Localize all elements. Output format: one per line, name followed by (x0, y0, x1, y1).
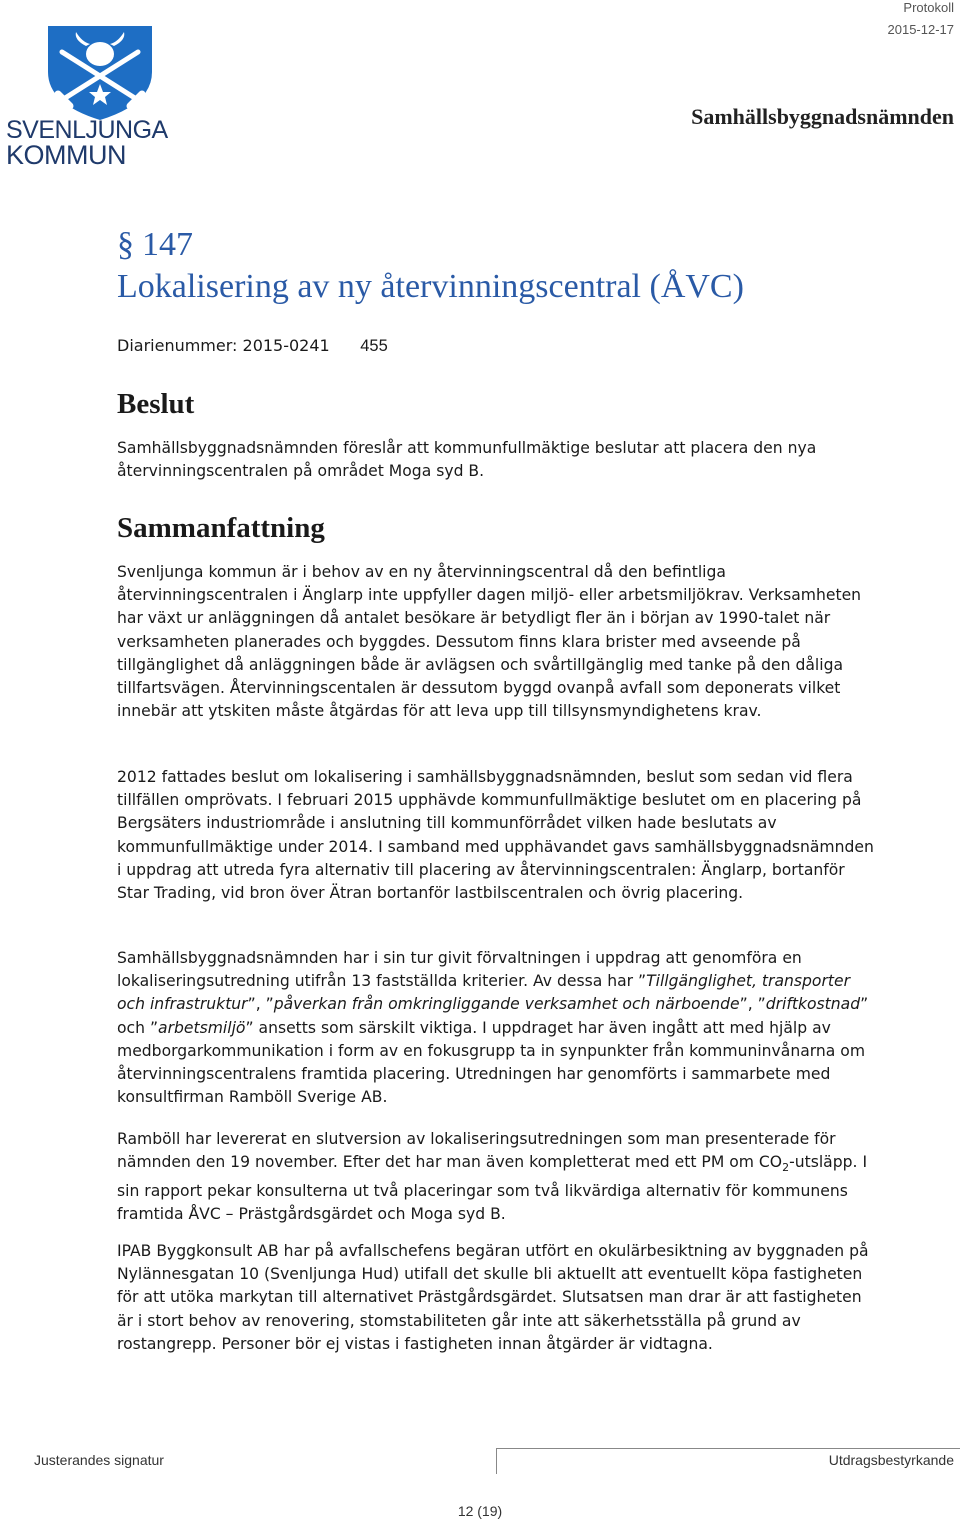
p4-subscript: 2 (782, 1161, 790, 1175)
section-number (117, 226, 193, 264)
page-number: 12 (19) (457, 1503, 503, 1519)
footer-signature-box (496, 1448, 497, 1474)
p3-criterion-3: driftkostnad (765, 995, 861, 1014)
summary-paragraph-5 (117, 1240, 877, 1356)
p4-text-b: -utsläpp. I sin rapport pekar konsulterna ut två placeringar som två likvärdiga alternativ för kommunens framtida ÅVC – Prästgårdsgärdet och Moga syd B. (117, 1153, 868, 1223)
p3-criterion-4: arbetsmiljö (158, 1018, 246, 1037)
beslut-paragraph: Samhällsbyggnadsnämnden föreslår att kommunfullmäktige beslutar att placera den nya återvinningscentralen på området Moga syd B. (117, 439, 817, 481)
section-title: Lokalisering av ny återvinningscentral (ÅVC) (117, 268, 744, 305)
p3-text-c: ”, ” (739, 995, 766, 1014)
paragraph-symbol: § (117, 226, 134, 263)
summary-paragraph-1 (117, 561, 877, 723)
p4-text-a: Ramböll har levererat en slutversion av lokaliseringsutredningen som man presenterade för nämnden den 19 november. Efter det har man även kompletterat med ett PM om CO (117, 1130, 836, 1172)
p3-text-b: ”, ” (247, 995, 274, 1014)
logo-line-1: SVENLJUNGA (6, 116, 168, 144)
diarie-suffix: 455 (360, 337, 388, 355)
summary-p5: IPAB Byggkonsult AB har på avfallschefens begäran utfört en okulärbesiktning av byggnaden på Nylännesgatan 10 (Svenljunga Hud) utifall det skulle bli aktuellt att eventuellt köpa fastigheten för att utöka markytan till alternativet Prästgårdsgärdet. Slutsatsen man drar är att fastigheten är i stort behov av renovering, stomstabiliteten går inte att säkerhetsställa på grund av rostangrepp. Personer bör ej vistas i fastigheten innan åtgärder är vidtagna. (117, 1242, 869, 1353)
summary-p3 (117, 947, 877, 1109)
summary-p4 (117, 1128, 877, 1226)
logo-line-2: KOMMUN (6, 140, 126, 170)
summary-p1: Svenljunga kommun är i behov av en ny återvinningscentral då den befintliga återvinningscentralen i Änglarp inte uppfyller dagen miljö- eller arbetsmiljökrav. Verksamheten har växt ur anläggningen då antalet besökare är betydligt fler än i början av 1990-talet när verksamheten planerades och byggdes. Dessutom finns klara brister med avseende på tillgänglighet då anläggningen både är avlägsen och svårtillgänglig med tanke på den dåliga tillfartsvägen. Återvinningscentalen är dessutom byggd ovanpå avfall som deponerats vilket innebär att ytskiten måste åtgärdas för att leva upp till tillsynsmyndighetens krav. (117, 563, 862, 721)
heading-sammanfattning: Sammanfattning (117, 512, 325, 544)
heading-beslut: Beslut (117, 388, 195, 420)
summary-paragraph-2 (117, 766, 877, 905)
p3-text-e: ” ansetts som särskilt viktiga. I uppdraget har även ingått att med hjälp av medborgarkommunikation i form av en fokusgrupp ta in synpunkter från kommuninvånarna om återvinningscentralens framtida placering. Utredningen har genomförts i sammarbete med konsultfirman Ramböll Sverige AB. (117, 1018, 866, 1107)
coat-of-arms-icon (40, 22, 160, 122)
logo-wordmark (6, 118, 166, 168)
p3-text-d: ” och ” (117, 995, 869, 1037)
diarie-label: Diarienummer: 2015-0241 (117, 336, 330, 355)
beslut-text (117, 437, 877, 483)
section-number-value: 147 (142, 226, 193, 263)
meeting-date: 2015-12-17 (887, 22, 954, 37)
summary-paragraph-3 (117, 947, 877, 1109)
footer-certification-label: Utdragsbestyrkande (828, 1452, 954, 1468)
p3-text-a: Samhällsbyggnadsnämnden har i sin tur givit förvaltningen i uppdrag att genomföra en lokaliseringsutredning utifrån 13 fastställda kriterier. Av dessa har ” (117, 949, 802, 991)
summary-paragraph-4 (117, 1128, 877, 1226)
committee-name: Samhällsbyggnadsnämnden (691, 104, 954, 129)
footer-signature-label: Justerandes signatur (34, 1452, 164, 1468)
p3-criterion-2: påverkan från omkringliggande verksamhet och närboende (273, 995, 740, 1014)
summary-p2: 2012 fattades beslut om lokalisering i samhällsbyggnadsnämnden, beslut som sedan vid flera tillfällen omprövats. I februari 2015 upphävde kommunfullmäktige beslutet om en placering på Bergsäters industriområde i anslutning till kommunförrådet vilken hade beslutats av kommunfullmäktige under 2014. I samband med upphävandet gavs samhällsbyggnadsnämnden i uppdrag att utreda fyra alternativ till placering av återvinningscentralen: Änglarp, bortanför Star Trading, vid bron över Ätran bortanför lastbilscentralen och övrig placering. (117, 768, 874, 903)
diarie-number (117, 336, 388, 356)
p3-criterion-1: Tillgänglighet, transporter och infrastruktur (117, 972, 850, 1014)
document-type: Protokoll (903, 0, 954, 15)
footer-divider (496, 1448, 960, 1449)
